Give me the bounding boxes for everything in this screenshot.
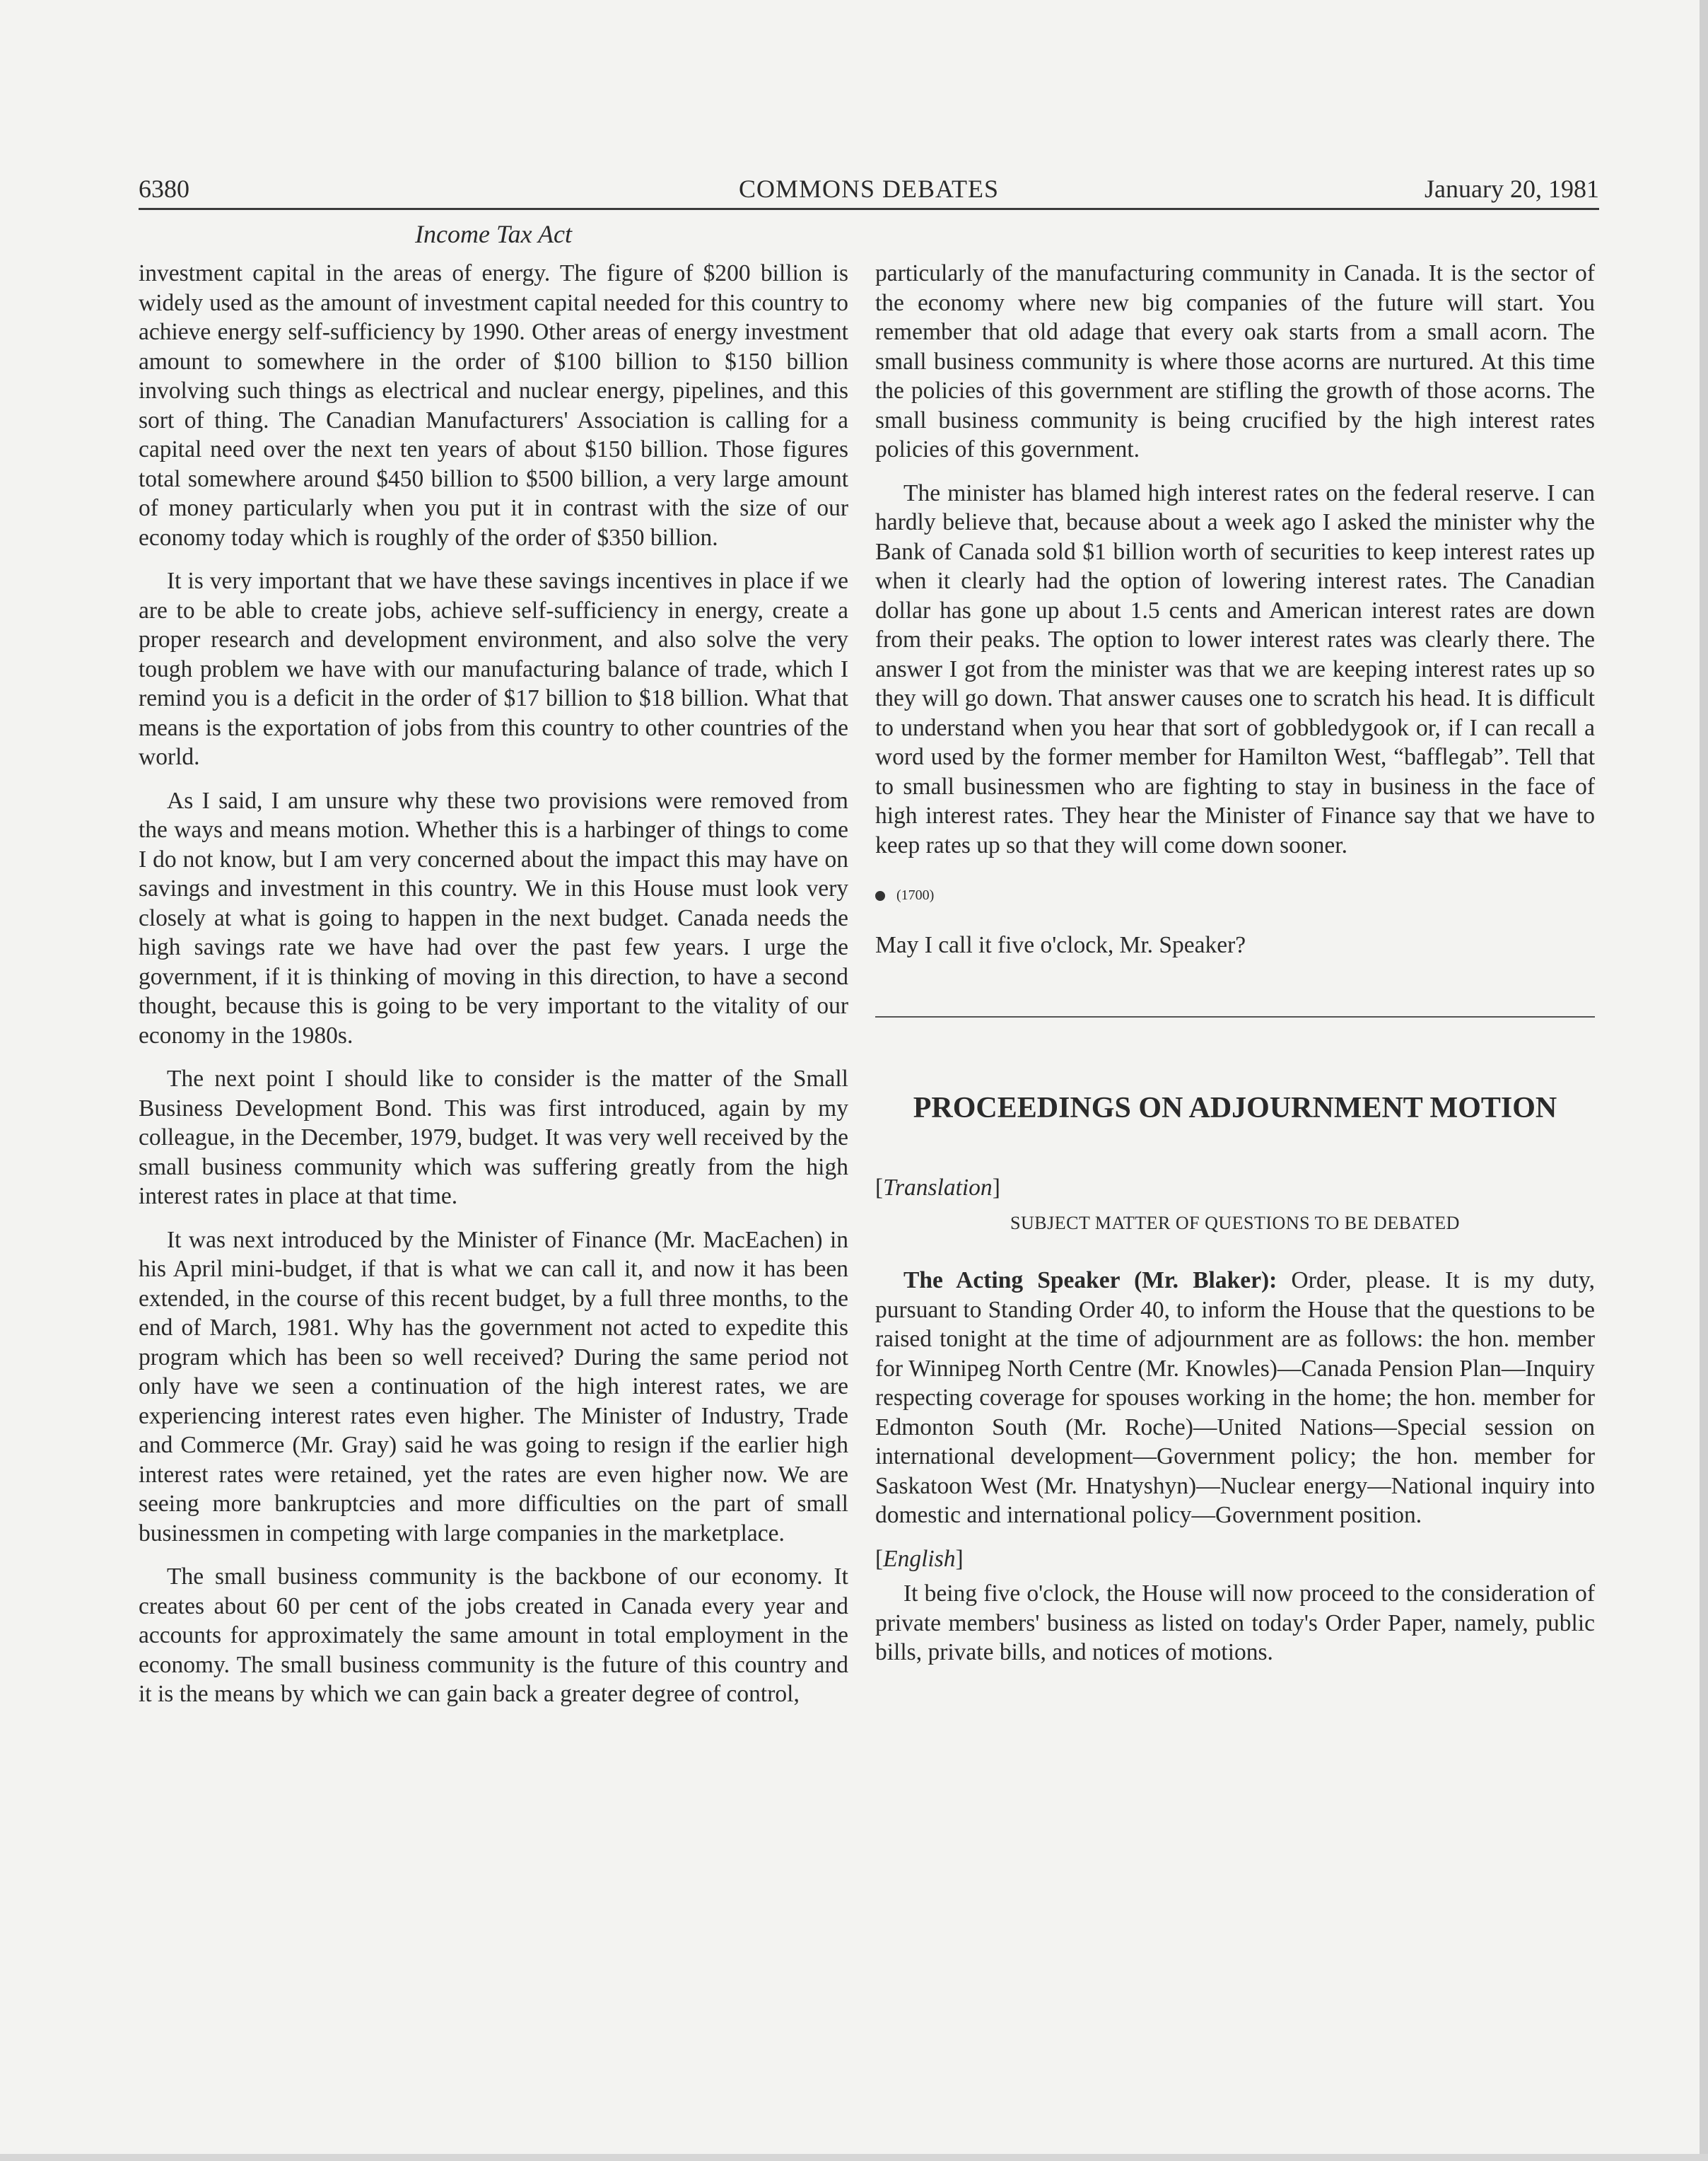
paragraph: investment capital in the areas of energy. The figure of $200 billion is widely used as the amount of investment capital needed for this country to achieve energy self-sufficiency by 1990. Other areas of energy investment amount to somewhere in the order of $100 billion to $150 billion involving such things as electrical and nuclear energy, pipelines, and this sort of thing. The Canadian Manufacturers' Association is calling for a capital need over the next ten years of about $150 billion. Those figures total somewhere around $450 billion to $500 billion, a very large amount of money particularly when you put it in contrast with the size of our economy today which is roughly of the order of $350 billion. [139,260,848,551]
speaker-name: The Acting Speaker (Mr. Blaker): [903,1267,1277,1293]
page-date: January 20, 1981 [1425,175,1599,203]
paragraph: The minister has blamed high interest rates on the federal reserve. I can hardly believe that, because about a week ago I asked the minister why the Bank of Canada sold $1 billion worth of securities to keep interest rates up when it clearly had the option of lowering interest rates. The Canadian dollar has gone up about 1.5 cents and American interest rates are down from their peaks. The option to lower interest rates was clearly there. The answer I got from the minister was that we are keeping interest rates up so they will go down. That answer causes one to scratch his head. It is difficult to understand when you hear that sort of gobbledygook or, if I can recall a word used by the former member for Hamilton West, “bafflegab”. Tell that to small businessmen who are fighting to stay in business in the face of high interest rates. They hear the Minister of Finance say that we have to keep rates up so that they will come down sooner. [875,479,1595,858]
paragraph: particularly of the manufacturing community in Canada. It is the sector of the economy where new big companies of the future will start. You remember that old adage that every oak starts from a small acorn. The small business community is where those acorns are nurtured. At this time the policies of this government are stifling the growth of those acorns. The small business community is being crucified by the high interest rates policies of this government. [875,260,1595,462]
translation-tag: [Translation] [875,1175,1000,1201]
running-head: Income Tax Act [415,220,572,248]
publication-title: COMMONS DEBATES [738,175,1000,203]
english-tag-label: English [883,1545,956,1572]
page-edge [1700,0,1708,2161]
paragraph: It was next introduced by the Minister of Finance (Mr. MacEachen) in his April mini-budget, if that is what we can call it, and now it has been extended, in the course of this recent budget, by a full three months, to the end of March, 1981. Why has the government not acted to expedite this program which has been so well received? During the same period not only have we seen a continuation of the high interest rates, we are experiencing interest rates even higher. The Minister of Industry, Trade and Commerce (Mr. Gray) said he was going to resign if the earlier high interest rates were retained, yet the rates are even higher now. We are seeing more bankruptcies and more difficulties on the part of small businessmen in competing with large companies in the marketplace. [139,1226,848,1547]
time-marker-label: (1700) [896,887,935,903]
closing-line: May I call it five o'clock, Mr. Speaker? [875,931,1246,958]
speaker-paragraph [875,1266,1595,1530]
translation-tag-label: Translation [883,1175,993,1201]
subject-heading: SUBJECT MATTER OF QUESTIONS TO BE DEBATED [1010,1212,1460,1233]
paragraph: As I said, I am unsure why these two provisions were removed from the ways and means motion. Whether this is a harbinger of things to come I do not know, but I am very concerned about the impact this may have on savings and investment in this country. We in this House must look very closely at what is going to happen in the next budget. Canada needs the high savings rate we have had over the past few years. I urge the government, if it is thinking of moving in this direction, to have a second thought, because this is going to be very important to the vitality of our economy in the 1980s. [139,787,848,1049]
bullet-dot-icon [875,891,885,901]
section-heading: PROCEEDINGS ON ADJOURNMENT MOTION [913,1092,1557,1124]
page-edge-bottom [0,2154,1708,2161]
right-column [875,259,1595,1682]
section-divider [875,1016,1595,1018]
time-marker [875,881,1595,911]
paragraph: It is very important that we have these savings incentives in place if we are to be able to create jobs, achieve self-sufficiency in energy, create a proper research and development environment, and also solve the very tough problem we have with our manufacturing balance of trade, which I remind you is a deficit in the order of $17 billion to $18 billion. What that means is the exportation of jobs from this country to other countries of the world. [139,568,848,770]
left-column [139,259,848,1723]
speaker-text: Order, please. It is my duty, pursuant to Standing Order 40, to inform the House that the questions to be raised tonight at the time of adjournment are as follows: the hon. member for Winnipeg North Centre (Mr. Knowles)—Canada Pension Plan—Inquiry respecting coverage for spouses working in the home; the hon. member for Edmonton South (Mr. Roche)—United Nations—Special session on international development—Government policy; the hon. member for Saskatoon West (Mr. Hnatyshyn)—Nuclear energy—National inquiry into domestic and international policy—Government position. [875,1267,1595,1528]
page-number: 6380 [139,175,189,203]
final-paragraph: It being five o'clock, the House will now proceed to the consideration of private members' business as listed on today's Order Paper, namely, public bills, private bills, and notices of motions. [875,1580,1595,1665]
paragraph: The next point I should like to consider is the matter of the Small Business Development Bond. This was first introduced, again by my colleague, in the December, 1979, budget. It was very well received by the small business community which was suffering greatly from the high interest rates in place at that time. [139,1066,848,1209]
paragraph: The small business community is the backbone of our economy. It creates about 60 per cent of the jobs created in Canada every year and accounts for approximately the same amount in total employment in the economy. The small business community is the future of this country and it is the means by which we can gain back a greater degree of control, [139,1563,848,1707]
page-header [139,168,1599,210]
english-tag: [English] [875,1545,964,1572]
